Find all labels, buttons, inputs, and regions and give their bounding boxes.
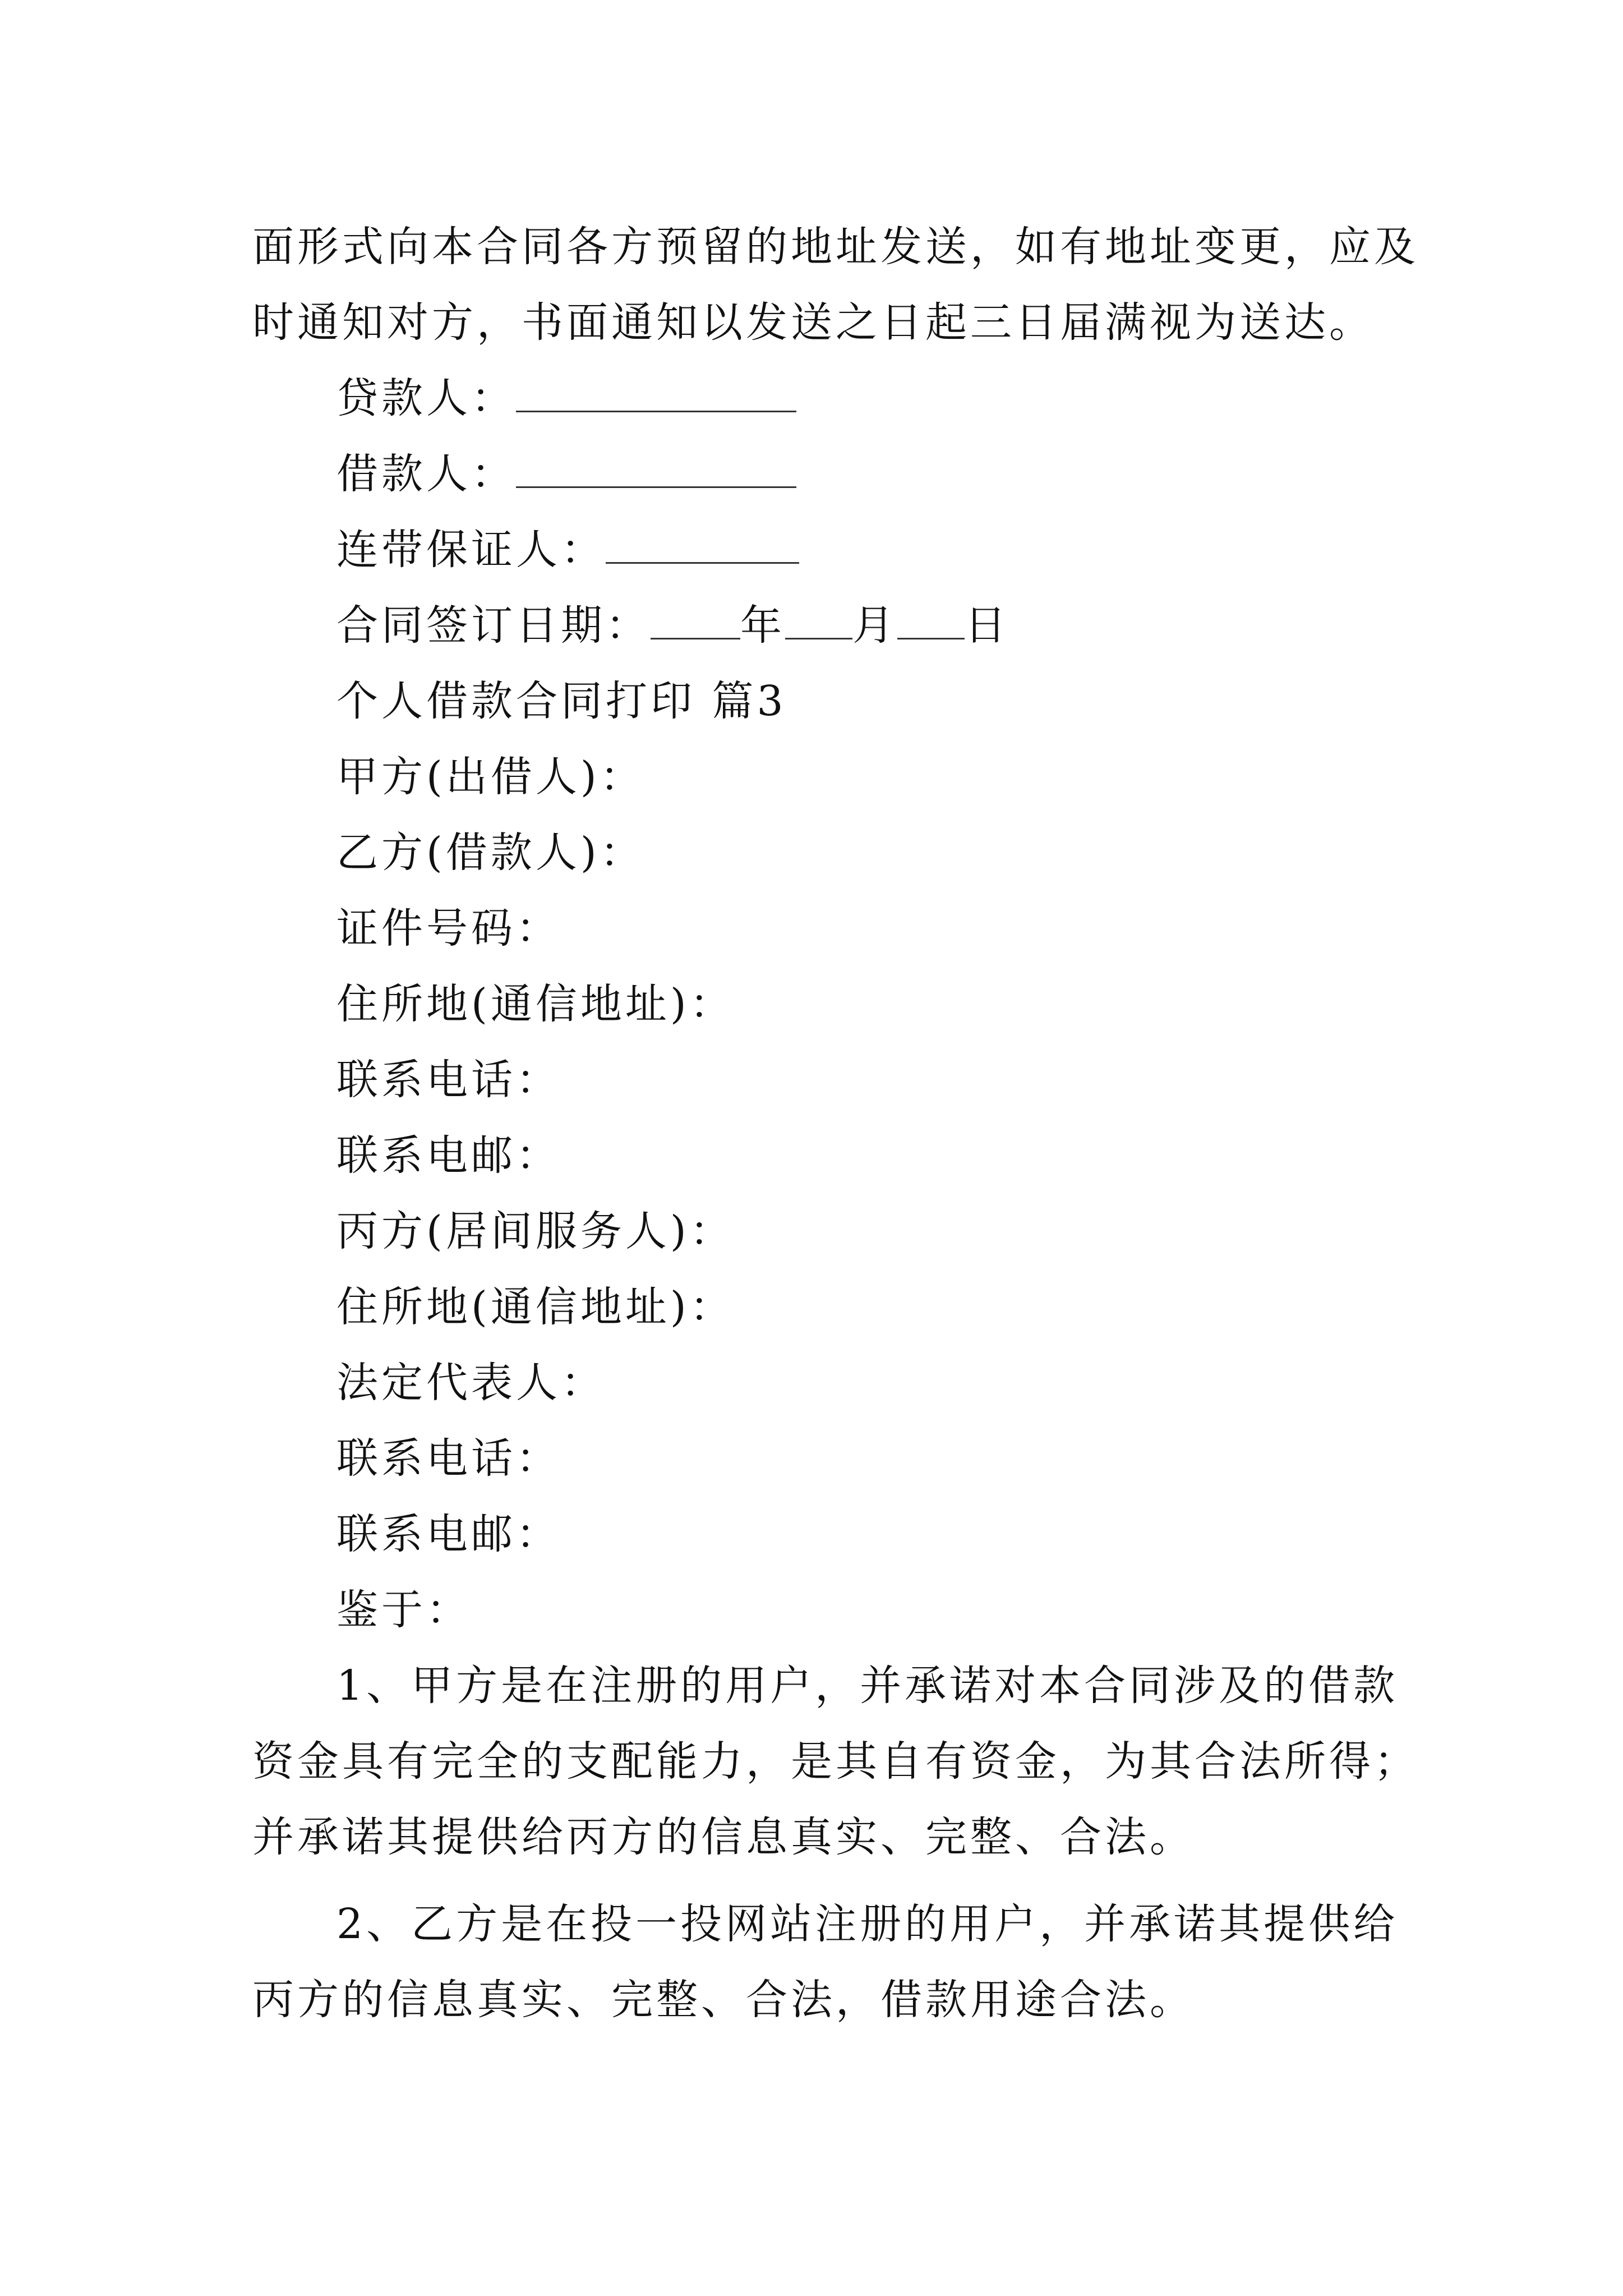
- text-line: 面形式向本合同各方预留的地址发送，如有地址变更，应及: [252, 223, 1419, 271]
- day-label: 日: [965, 601, 1009, 650]
- date-label: 合同签订日期：: [336, 601, 651, 650]
- lender-field: [336, 370, 1475, 426]
- year-label: 年: [740, 601, 785, 650]
- borrower-label: 借款人：: [336, 450, 516, 498]
- year-blank: [651, 599, 740, 639]
- month-label: 月: [852, 601, 897, 650]
- signing-date-field: [336, 597, 1475, 654]
- address-label: 住所地(通信地址)：: [336, 980, 735, 1028]
- party-a-label: 甲方(出借人)：: [336, 753, 645, 801]
- party-c-label: 丙方(居间服务人)：: [336, 1207, 735, 1255]
- section-title: 个人借款合同打印 篇3: [336, 677, 787, 725]
- guarantor-label: 连带保证人：: [336, 526, 606, 574]
- month-blank: [785, 599, 852, 639]
- guarantor-field: [336, 522, 1475, 578]
- clause-1-line: 资金具有完全的支配能力，是其自有资金，为其合法所得；: [252, 1737, 1419, 1786]
- clause-2-line: 丙方的信息真实、完整、合法，借款用途合法。: [252, 1976, 1195, 2024]
- party-b-label: 乙方(借款人)：: [336, 829, 645, 877]
- lender-blank: [516, 371, 796, 412]
- day-blank: [897, 599, 965, 639]
- borrower-field: [336, 446, 1475, 502]
- email-label: 联系电邮：: [336, 1510, 561, 1558]
- text-line: 时通知对方，书面通知以发送之日起三日届满视为送达。: [252, 298, 1374, 347]
- phone-label: 联系电话：: [336, 1056, 561, 1104]
- clause-1-line: 并承诺其提供给丙方的信息真实、完整、合法。: [252, 1813, 1195, 1861]
- clause-2-line: 2、乙方是在投一投网站注册的用户，并承诺其提供给: [336, 1900, 1399, 1948]
- clause-1-line: 1、甲方是在注册的用户，并承诺对本合同涉及的借款: [336, 1662, 1399, 1710]
- address-label: 住所地(通信地址)：: [336, 1283, 735, 1331]
- id-number-label: 证件号码：: [336, 904, 561, 953]
- legal-representative-label: 法定代表人：: [336, 1359, 606, 1407]
- whereas-heading: 鉴于：: [336, 1586, 471, 1634]
- guarantor-blank: [606, 523, 799, 564]
- borrower-blank: [516, 447, 796, 488]
- email-label: 联系电邮：: [336, 1131, 561, 1180]
- phone-label: 联系电话：: [336, 1434, 561, 1483]
- lender-label: 贷款人：: [336, 374, 516, 422]
